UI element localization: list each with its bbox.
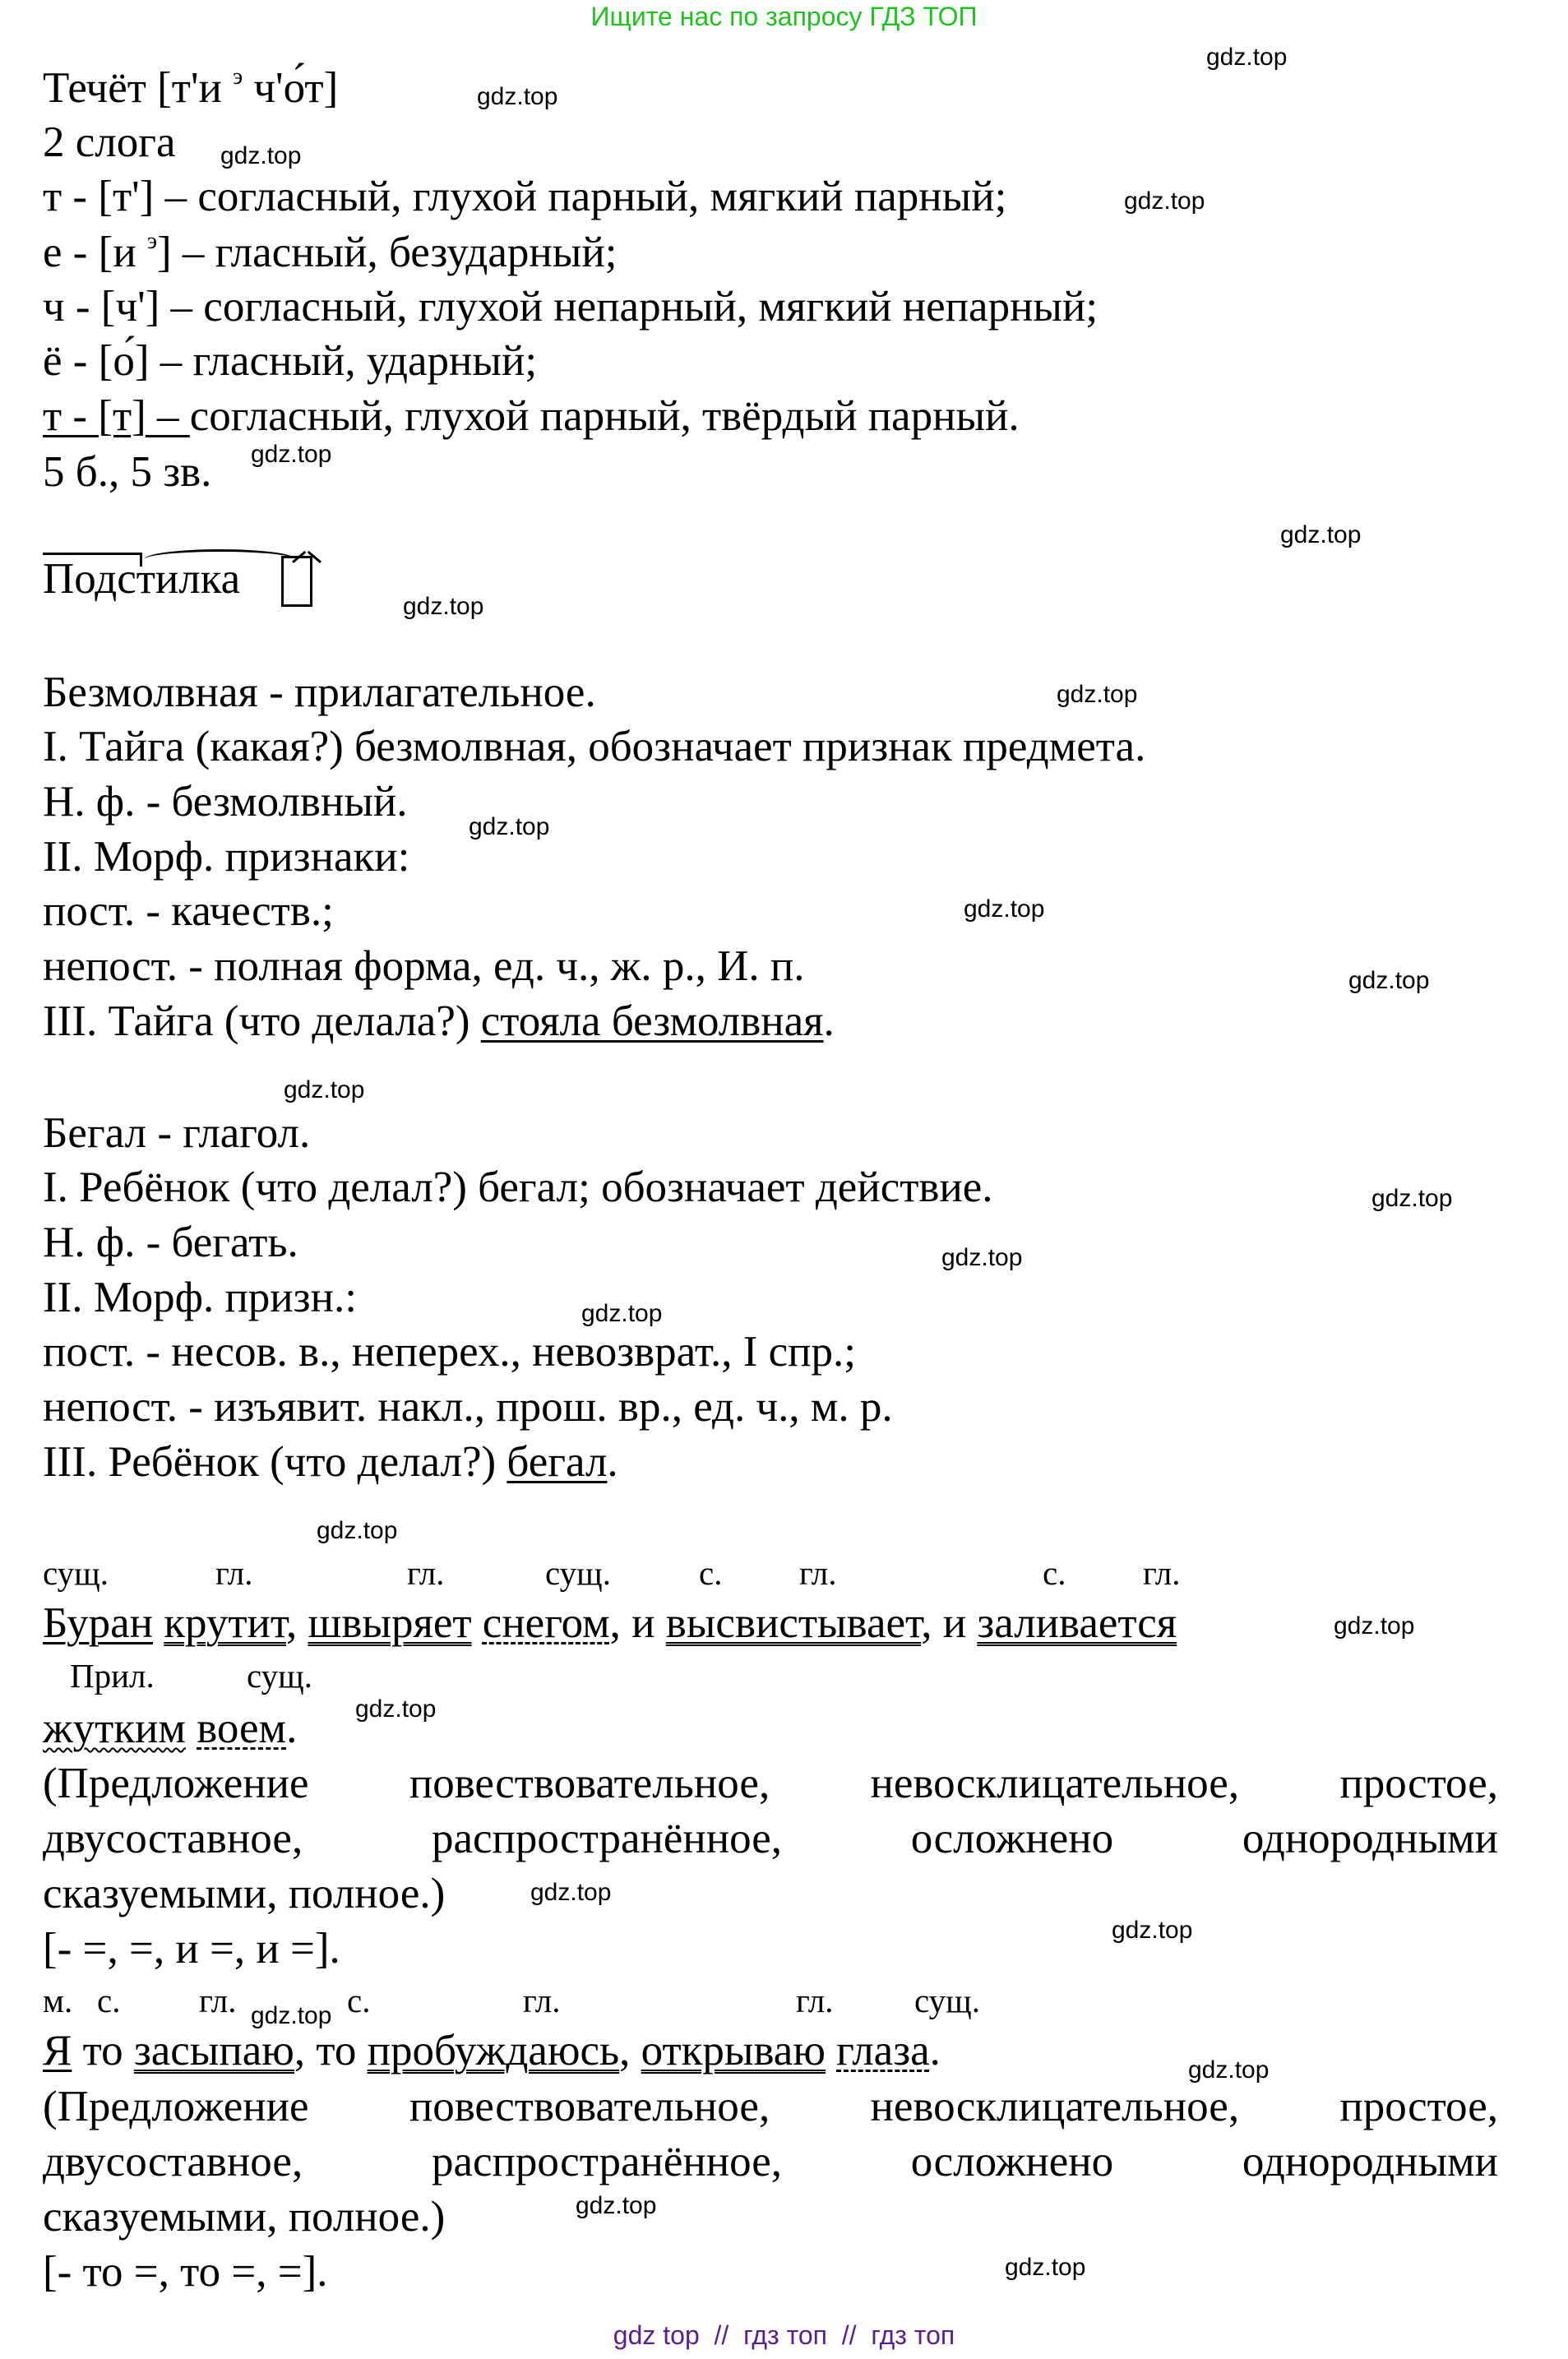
verb-line-1: I. Ребёнок (что делал?) бегал; обозначает действие. [43, 1163, 993, 1211]
phonetic-row-4: ё - [о́] – гласный, ударный; [43, 337, 538, 385]
watermark: gdz.top [581, 1300, 663, 1327]
s2-label-5: гл. [523, 1982, 561, 2019]
root-arc [144, 549, 296, 570]
s1-label-2: гл. [215, 1554, 253, 1592]
s2-desc-2: двусоставное, распространённое, осложнено однородными [43, 2138, 1498, 2186]
watermark: gdz.top [1348, 967, 1430, 994]
verb-line-6: III. Ребёнок (что делал?) бегал. [43, 1438, 618, 1486]
watermark: gdz.top [1005, 2254, 1086, 2281]
watermark: gdz.top [403, 593, 484, 620]
watermark: gdz.top [284, 1076, 365, 1103]
s2-label-7: сущ. [914, 1982, 980, 2019]
s1-scheme: [- =, =, и =, и =]. [43, 1925, 340, 1973]
verb-line-2: Н. ф. - бегать. [43, 1219, 298, 1266]
s1-desc-2: двусоставное, распространённое, осложнено однородными [43, 1815, 1498, 1862]
header-banner: Ищите нас по запросу ГДЗ ТОП [590, 2, 978, 31]
verb-title: Бегал - глагол. [43, 1109, 311, 1157]
watermark: gdz.top [941, 1244, 1023, 1271]
s1-line-1: Буран крутит, швыряет снегом, и высвистывает, и заливается [43, 1599, 1177, 1647]
s1-label2-1: Прил. [70, 1657, 155, 1695]
s2-label-2: с. [97, 1982, 121, 2019]
s1-desc-3: сказуемыми, полное.) [43, 1870, 446, 1917]
adjective-line-1: I. Тайга (какая?) безмолвная, обозначает признак предмета. [43, 723, 1146, 770]
watermark: gdz.top [964, 895, 1045, 923]
verb-line-5: непост. - изъявит. накл., прош. вр., ед. ч., м. р. [43, 1383, 893, 1431]
s1-label-8: гл. [1143, 1554, 1181, 1592]
watermark: gdz.top [251, 2002, 332, 2029]
s2-label-4: с. [347, 1982, 371, 2019]
s1-label-4: сущ. [545, 1554, 611, 1592]
morphemic-word [43, 557, 240, 601]
watermark: gdz.top [477, 83, 558, 110]
ending-box [281, 556, 312, 607]
watermark: gdz.top [317, 1517, 398, 1544]
s2-label-6: гл. [796, 1982, 834, 2019]
watermark: gdz.top [1188, 2056, 1270, 2084]
watermark: gdz.top [1334, 1612, 1415, 1640]
phonetic-word: Течёт [т'и $^э$ ч'о́т] [43, 64, 339, 112]
prefix-mark [43, 553, 142, 567]
s2-scheme: [- то =, то =, =]. [43, 2248, 328, 2296]
watermark: gdz.top [576, 2192, 657, 2219]
phonetic-row-2: е - [и $^э$] – гласный, безударный; [43, 229, 617, 276]
adjective-title: Безмолвная - прилагательное. [43, 668, 596, 716]
watermark: gdz.top [530, 1879, 612, 1906]
phonetic-row-5: т - [т] – согласный, глухой парный, твёрдый парный. [43, 392, 1020, 440]
watermark: gdz.top [1124, 187, 1205, 215]
s2-line-1: Я то засыпаю, то пробуждаюсь, открываю глаза. [43, 2027, 941, 2075]
s1-label-6: гл. [799, 1554, 837, 1592]
s1-label-1: сущ. [43, 1554, 109, 1592]
watermark: gdz.top [355, 1695, 437, 1723]
adjective-line-4: пост. - качеств.; [43, 887, 334, 935]
s1-label-5: с. [699, 1554, 723, 1592]
morpheme-parse: Подстилка [43, 557, 240, 601]
syllables: 2 слога [43, 118, 176, 166]
watermark: gdz.top [1206, 44, 1288, 71]
s2-label-3: гл. [199, 1982, 237, 2019]
s2-desc-1: (Предложение повествовательное, невосклицательное, простое, [43, 2083, 1498, 2130]
phonetic-row-1: т - [т'] – согласный, глухой парный, мягкий парный; [43, 173, 1007, 220]
s2-label-1: м. [43, 1982, 73, 2019]
watermark: gdz.top [251, 441, 332, 468]
verb-line-3: II. Морф. призн.: [43, 1274, 357, 1321]
watermark: gdz.top [1280, 521, 1362, 548]
phonetic-summary: 5 б., 5 зв. [43, 448, 212, 496]
adjective-line-5: непост. - полная форма, ед. ч., ж. р., И. п. [43, 942, 805, 990]
adjective-line-3: II. Морф. признаки: [43, 833, 410, 881]
watermark: gdz.top [1112, 1917, 1193, 1944]
adjective-line-2: Н. ф. - безмолвный. [43, 778, 408, 826]
watermark: gdz.top [220, 142, 302, 169]
adjective-line-6: III. Тайга (что делала?) стояла безмолвная. [43, 997, 835, 1045]
phonetic-row-3: ч - [ч'] – согласный, глухой непарный, мягкий непарный; [43, 283, 1099, 331]
s1-label-3: гл. [407, 1554, 445, 1592]
s1-label2-2: сущ. [247, 1657, 312, 1695]
s1-line-2: жутким воем. [43, 1704, 298, 1752]
watermark: gdz.top [1057, 681, 1138, 708]
footer-banner: gdz top // гдз топ // гдз топ [613, 2320, 955, 2350]
watermark: gdz.top [469, 813, 550, 840]
watermark: gdz.top [1371, 1185, 1453, 1212]
s2-desc-3: сказуемыми, полное.) [43, 2193, 446, 2241]
verb-line-4: пост. - несов. в., неперех., невозврат., I спр.; [43, 1328, 857, 1376]
s1-desc-1: (Предложение повествовательное, невосклицательное, простое, [43, 1760, 1498, 1807]
s1-label-7: с. [1043, 1554, 1066, 1592]
